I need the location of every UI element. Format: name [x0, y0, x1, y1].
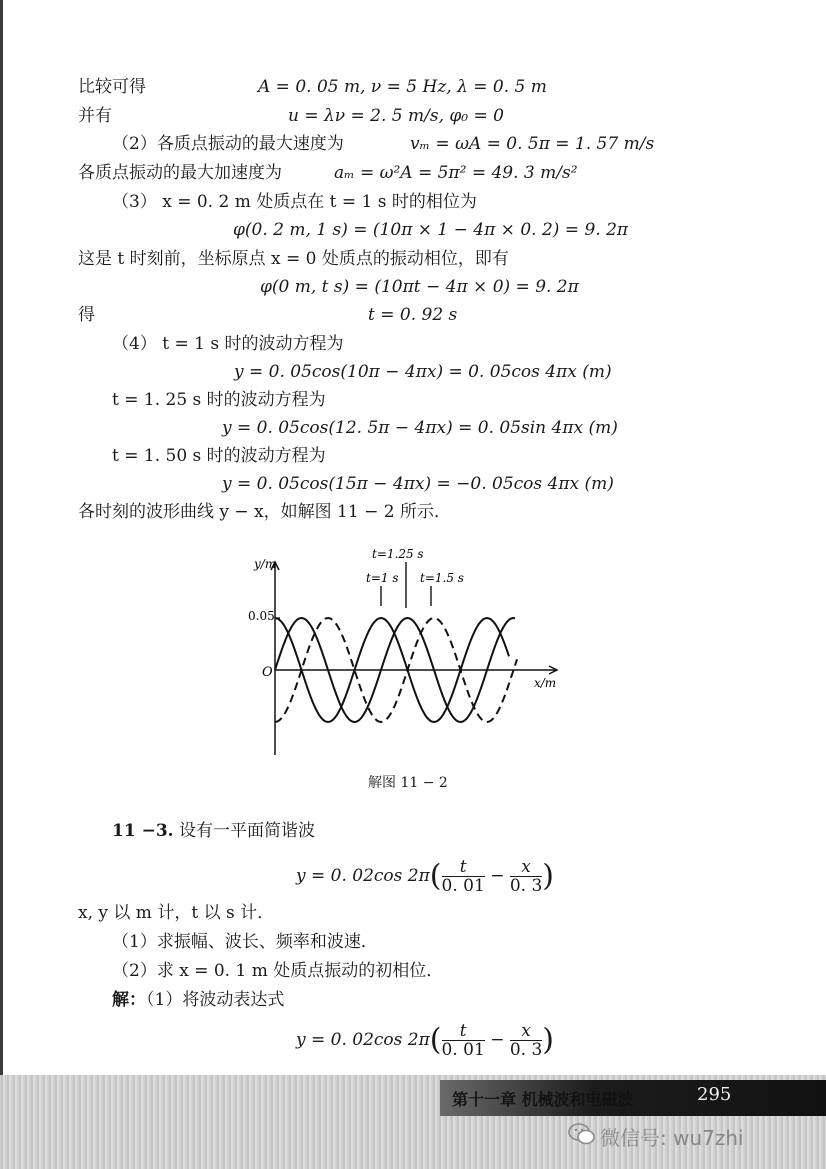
- question-1: （1）求振幅、波长、频率和波速．: [112, 932, 378, 952]
- watermark-text: 微信号: wu7zhi: [600, 1126, 744, 1150]
- equation-line: aₘ = ω²A = 5π² = 49. 3 m/s²: [334, 163, 578, 183]
- text-line: x, y 以 m 计，t 以 s 计．: [78, 903, 275, 923]
- y-axis-label: y/m: [254, 557, 277, 571]
- equation-line: φ(0 m, t s) = (10πt − 4π × 0) = 9. 2π: [260, 277, 579, 297]
- text-line: 得: [78, 305, 95, 325]
- equation-line: y = 0. 05cos(15π − 4πx) = −0. 05cos 4πx (m): [222, 474, 614, 494]
- equation-line: y = 0. 05cos(10π − 4πx) = 0. 05cos 4πx (m): [234, 362, 612, 382]
- wechat-icon: [568, 1122, 596, 1146]
- figure-caption: 解图 11 − 2: [368, 775, 448, 791]
- problem-intro: 设有一平面简谐波: [178, 821, 315, 841]
- origin-label: O: [262, 665, 273, 680]
- equation-wave-1: y = 0. 02cos 2π( $\frac{t}{0. 01}$ − $\frac{x}{0. 3}$ ): [296, 857, 555, 896]
- text-line: 比较可得: [78, 77, 146, 97]
- equation-wave-2: y = 0. 02cos 2π( $\frac{t}{0. 01}$ − $\frac{x}{0. 3}$ ): [296, 1021, 555, 1060]
- text-line: 这是 t 时刻前，坐标原点 x = 0 处质点的振动相位，即有: [78, 249, 509, 269]
- equation-line: y = 0. 05cos(12. 5π − 4πx) = 0. 05sin 4πx (m): [222, 418, 618, 438]
- equation-line: u = λν = 2. 5 m/s, φ₀ = 0: [288, 106, 504, 126]
- problem-number: 11 −3.: [112, 821, 174, 841]
- eq-prefix: y = 0. 02cos 2π: [296, 1030, 430, 1050]
- text-line: 各时刻的波形曲线 y − x，如解图 11 − 2 所示．: [78, 502, 451, 522]
- eq-prefix: y = 0. 02cos 2π: [296, 866, 430, 886]
- equation-line: t = 0. 92 s: [368, 305, 458, 325]
- equation-line: φ(0. 2 m, 1 s) = (10π × 1 − 4π × 0. 2) = 9. 2π: [233, 220, 629, 240]
- wave-figure: [230, 540, 580, 765]
- equation-line: vₘ = ωA = 0. 5π = 1. 57 m/s: [410, 134, 655, 154]
- text-line: 各质点振动的最大加速度为: [78, 163, 282, 183]
- chapter-title: 第十一章 机械波和电磁波: [452, 1090, 634, 1109]
- label-t1: t=1 s: [366, 571, 399, 585]
- y-tick-label: 0.05: [248, 609, 275, 623]
- fraction: $\frac{x}{0. 3}$: [509, 1021, 543, 1060]
- text-line: 并有: [78, 106, 112, 126]
- label-t15: t=1.5 s: [420, 571, 464, 585]
- solution-label: 解：: [112, 990, 146, 1010]
- page-edge: [0, 0, 3, 1169]
- text-line: （3） x = 0. 2 m 处质点在 t = 1 s 时的相位为: [112, 192, 477, 212]
- fraction: $\frac{t}{0. 01}$: [441, 857, 485, 896]
- x-axis-label: x/m: [534, 676, 557, 690]
- text-line: （4） t = 1 s 时的波动方程为: [112, 334, 344, 354]
- solution-start: 解：（1）将波动表达式: [112, 990, 285, 1010]
- page-number: 295: [697, 1084, 732, 1105]
- label-t125: t=1.25 s: [372, 547, 424, 561]
- fraction: $\frac{x}{0. 3}$: [509, 857, 543, 896]
- text-line: t = 1. 50 s 时的波动方程为: [112, 446, 326, 466]
- text-line: （2）各质点振动的最大速度为: [112, 134, 344, 154]
- question-2: （2）求 x = 0. 1 m 处质点振动的初相位．: [112, 961, 444, 981]
- text-line: t = 1. 25 s 时的波动方程为: [112, 390, 326, 410]
- equation-line: A = 0. 05 m, ν = 5 Hz, λ = 0. 5 m: [258, 77, 547, 97]
- fraction: $\frac{t}{0. 01}$: [441, 1021, 485, 1060]
- problem-heading: [112, 820, 315, 842]
